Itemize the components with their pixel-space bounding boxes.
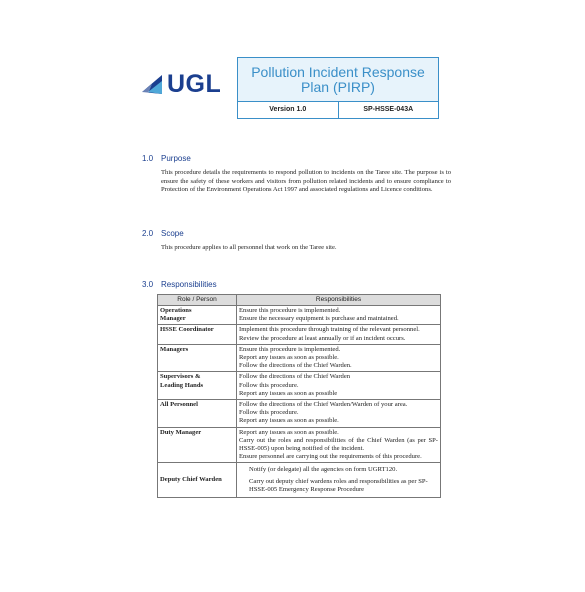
role-cell: Operations Manager (158, 306, 237, 325)
responsibilities-table (157, 294, 441, 498)
resp-cell: Follow the directions of the Chief Warden Follow this procedure. Report any issues as soon as possible (237, 372, 441, 400)
resp-cell: Notify (or delegate) all the agencies on form UGRT120. Carry out deputy chief wardens roles and responsibilities as per SP-HSSE-005 Emergency Response Procedure (237, 463, 441, 498)
role-cell: Deputy Chief Warden (158, 463, 237, 498)
section-heading-purpose: 1.0 Purpose (142, 154, 191, 163)
purpose-text: This procedure details the requirements to respond pollution to incidents on the Taree site. The purpose is to ensure the safety of these workers and visitors from pollution related incidents and to ensure compliance to Protection of the Environment Operations Act 1997 and associated regulations and Licence conditions. (161, 169, 451, 194)
header-responsibilities: Responsibilities (237, 295, 441, 306)
table-row (158, 372, 441, 400)
table-row (158, 427, 441, 463)
logo-text: UGL (167, 70, 222, 98)
table-row (158, 463, 441, 498)
resp-cell: Follow the directions of the Chief Warden/Warden of your area. Follow this procedure. Report any issues as soon as possible. (237, 400, 441, 428)
resp-cell: Ensure this procedure is implemented. Report any issues as soon as possible. Follow the directions of the Chief Warden. (237, 344, 441, 372)
table-header-row (158, 295, 441, 306)
document-title (238, 58, 438, 102)
scope-text: This procedure applies to all personnel that work on the Taree site. (161, 244, 337, 251)
role-cell: Supervisors & Leading Hands (158, 372, 237, 400)
ugl-logo (140, 70, 230, 98)
title-line-2: Plan (PIRP) (301, 79, 375, 95)
section-heading-responsibilities: 3.0 Responsibilities (142, 280, 217, 289)
title-meta-row (238, 102, 438, 118)
title-line-1: Pollution Incident Response (251, 64, 425, 80)
role-cell: All Personnel (158, 400, 237, 428)
table-row (158, 400, 441, 428)
resp-cell: Implement this procedure through training of the relevant personnel. Review the procedure at least annually or if an incident occurs. (237, 325, 441, 344)
version-label: Version 1.0 (269, 106, 307, 113)
resp-cell: Report any issues as soon as possible. Carry out the roles and responsibilities of the Chief Warden (as per SP-HSSE-005) upon being notified of the incident. Ensure personnel are carrying out the requirements of this procedure. (237, 427, 441, 463)
section-heading-scope: 2.0 Scope (142, 229, 184, 238)
role-cell: HSSE Coordinator (158, 325, 237, 344)
title-box (237, 57, 439, 119)
resp-cell: Ensure this procedure is implemented. Ensure the necessary equipment is purchase and maintained. (237, 306, 441, 325)
header-role: Role / Person (158, 295, 237, 306)
table-row (158, 344, 441, 372)
table-row (158, 306, 441, 325)
role-cell: Duty Manager (158, 427, 237, 463)
role-cell: Managers (158, 344, 237, 372)
doc-number: SP-HSSE-043A (338, 102, 439, 118)
table-row (158, 325, 441, 344)
ugl-logo-icon (140, 72, 164, 96)
